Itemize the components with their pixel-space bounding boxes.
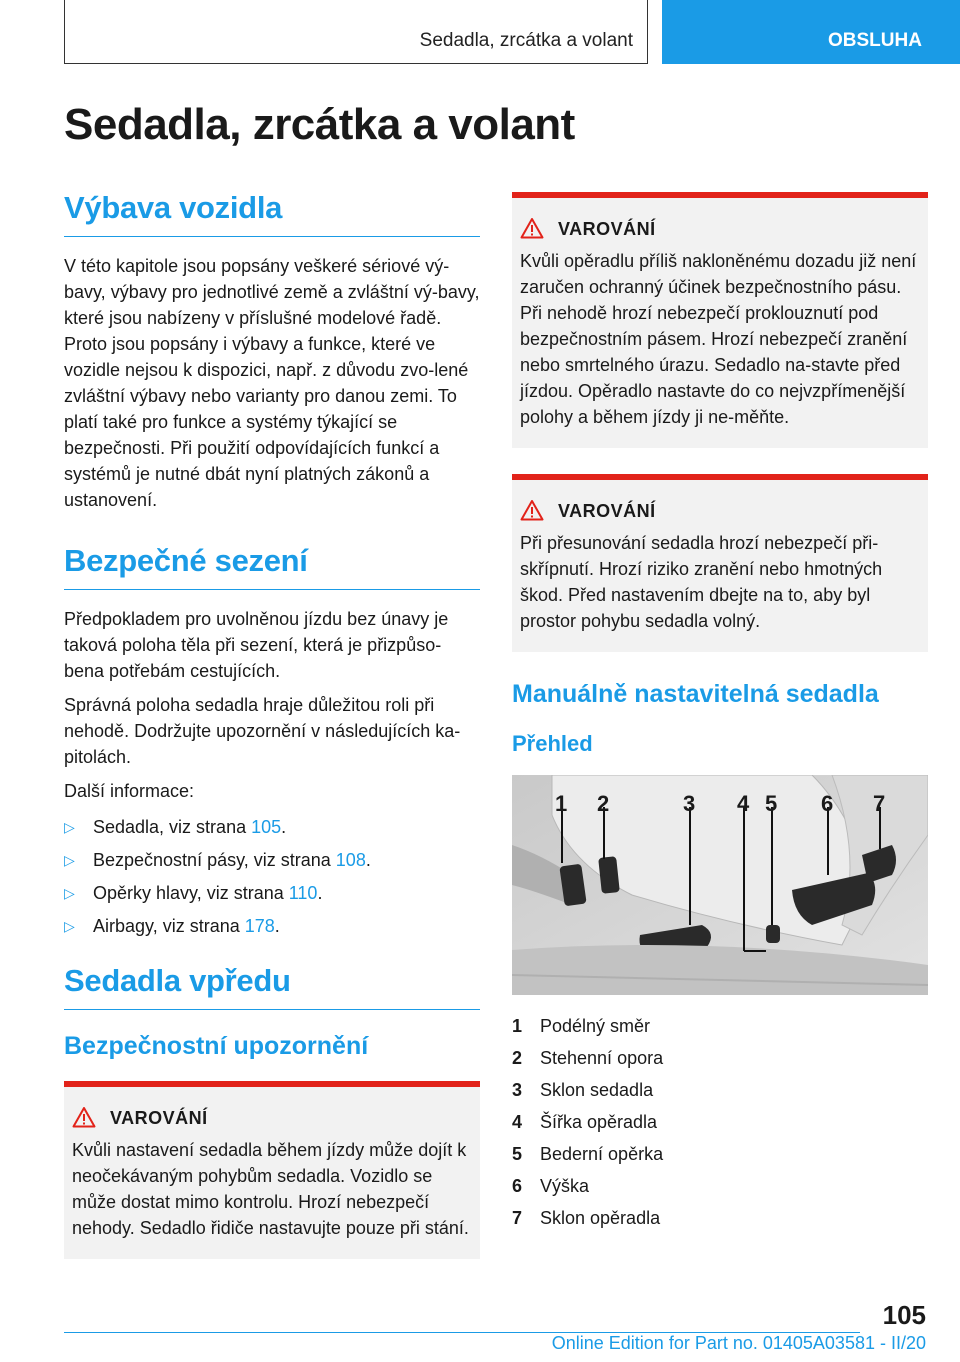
legend-label: Podélný směr <box>540 1016 651 1036</box>
header-chapter-box <box>64 0 648 64</box>
list-item <box>512 1013 928 1039</box>
warning-header <box>520 498 920 524</box>
list-item <box>64 880 480 906</box>
safe-seating-p1: Předpokladem pro uvolněnou jízdu bez únavy je taková poloha těla při sezení, která je přizpůso-bena potřebám cestujících. <box>64 609 449 681</box>
header-chapter-title: Sedadla, zrcátka a volant <box>419 30 633 51</box>
legend-number: 6 <box>512 1176 523 1196</box>
legend-number: 7 <box>512 1208 523 1228</box>
list-item <box>512 1045 928 1071</box>
callout-number: 5 <box>765 791 778 816</box>
triangle-right-icon: ▷ <box>64 885 75 901</box>
warning-triangle-icon <box>520 217 544 239</box>
list-item <box>64 847 480 873</box>
warning-label: VAROVÁNÍ <box>110 1108 208 1128</box>
reference-text: Sedadla, viz strana <box>93 817 252 837</box>
legend-number: 5 <box>512 1144 523 1164</box>
legend-label: Výška <box>540 1176 590 1196</box>
legend-number: 3 <box>512 1080 523 1100</box>
triangle-right-icon: ▷ <box>64 852 75 868</box>
seat-controls-legend <box>512 1013 928 1231</box>
legend-label: Sklon opěradla <box>540 1208 661 1228</box>
page-reference-link[interactable]: 108 <box>335 850 366 870</box>
reference-text: Airbagy, viz strana <box>93 916 245 936</box>
reference-end: . <box>317 883 323 903</box>
reference-text: Bezpečnostní pásy, viz strana <box>93 850 336 870</box>
legend-number: 4 <box>512 1112 523 1132</box>
warning-text: Kvůli nastavení sedadla během jízdy může dojít k neočekávaným pohybům sedadla. Vozidlo se může dostat mimo kontrolu. Hrozí nebezpečí nehody. Sedadlo řidiče nastavujte pouze při stání. <box>72 1140 469 1238</box>
reference-end: . <box>274 916 280 936</box>
legend-number: 1 <box>512 1016 523 1036</box>
legend-label: Stehenní opora <box>540 1048 664 1068</box>
warning-box <box>512 474 928 652</box>
reference-end: . <box>281 817 287 837</box>
page-number: 105 <box>882 1300 926 1330</box>
warning-text: Při přesunování sedadla hrozí nebezpečí při-skřípnutí. Hrozí riziko zranění nebo hmotných škod. Před nastavením dbejte na to, aby byl prostor pohybu sedadla volný. <box>520 533 883 631</box>
safe-seating-p2: Správná poloha sedadla hraje důležitou roli při nehodě. Dodržujte upozornění v následujících ka-pitolách. <box>64 695 461 767</box>
header-section-tab[interactable] <box>662 0 960 64</box>
warning-header <box>72 1105 472 1131</box>
warning-triangle-icon <box>72 1106 96 1128</box>
safe-seating-p3: Další informace: <box>64 781 195 801</box>
legend-number: 2 <box>512 1048 523 1068</box>
warning-text: Kvůli opěradlu příliš nakloněnému dozadu již není zaručen ochranný účinek bezpečnostního pásu. Při nehodě hrozí nebezpečí proklouznutí pod bezpečnostním pásem. Hrozí nebezpečí zranění nebo smrtelného úrazu. Sedadlo na-stavte před jízdou. Opěradlo nastavte do co nejvzpřímenější polohy a během jízdy ji ne-měňte. <box>520 251 917 427</box>
warning-box <box>512 192 928 448</box>
list-item <box>512 1205 928 1231</box>
page-reference-link[interactable]: 105 <box>251 817 282 837</box>
left-column <box>64 190 480 1285</box>
page-reference-link[interactable]: 110 <box>288 883 318 903</box>
warning-label: VAROVÁNÍ <box>558 501 656 521</box>
footer-edition: Online Edition for Part no. 01405A03581 - II/20 <box>551 1333 926 1353</box>
page-title: Sedadla, zrcátka a volant <box>64 100 575 149</box>
references-list <box>64 814 480 939</box>
reference-end: . <box>365 850 371 870</box>
reference-text: Opěrky hlavy, viz strana <box>93 883 289 903</box>
overview-heading: Přehled <box>512 731 593 756</box>
seat-illustration <box>512 775 928 995</box>
callout-number: 1 <box>555 791 568 816</box>
list-item <box>512 1077 928 1103</box>
list-item <box>512 1173 928 1199</box>
equipment-heading: Výbava vozidla <box>64 190 480 237</box>
triangle-right-icon: ▷ <box>64 918 75 934</box>
callout-number: 7 <box>873 791 886 816</box>
safety-notes-heading: Bezpečnostní upozornění <box>64 1032 369 1060</box>
front-seats-heading: Sedadla vpředu <box>64 963 480 1010</box>
legend-label: Sklon sedadla <box>540 1080 654 1100</box>
header-section-label: OBSLUHA <box>828 30 922 51</box>
right-column <box>512 192 928 1237</box>
list-item <box>512 1109 928 1135</box>
page-reference-link[interactable]: 178 <box>244 916 275 936</box>
warning-header <box>520 216 920 242</box>
legend-label: Šířka opěradla <box>540 1112 658 1132</box>
warning-triangle-icon <box>520 499 544 521</box>
legend-label: Bederní opěrka <box>540 1144 664 1164</box>
callout-number: 2 <box>597 791 610 816</box>
list-item <box>512 1141 928 1167</box>
equipment-text: V této kapitole jsou popsány veškeré sériové vý-bavy, výbavy pro jednotlivé země a zvláštní vý-bavy, které jsou nabízeny v příslušné modelové řadě. Proto jsou popsány i výbavy a funkce, které ve vozidle nejsou k dispozici, např. z důvodu zvo-lené zvláštní výbavy nebo varianty pro danou zemi. To platí také pro funkce a systémy týkající se bezpečnosti. Při použití odpovídajících funkcí a systémů je nutné dbát nyní platných zákonů a ustanovení. <box>64 256 480 510</box>
callout-number: 3 <box>683 791 696 816</box>
triangle-right-icon: ▷ <box>64 819 75 835</box>
manual-seats-heading: Manuálně nastavitelná sedadla <box>512 680 879 708</box>
list-item <box>64 814 480 840</box>
list-item <box>64 913 480 939</box>
callout-number: 4 <box>737 791 750 816</box>
seat-controls-photo <box>512 775 928 995</box>
warning-box <box>64 1081 480 1259</box>
callout-number: 6 <box>821 791 834 816</box>
warning-label: VAROVÁNÍ <box>558 219 656 239</box>
safe-seating-heading: Bezpečné sezení <box>64 543 480 590</box>
